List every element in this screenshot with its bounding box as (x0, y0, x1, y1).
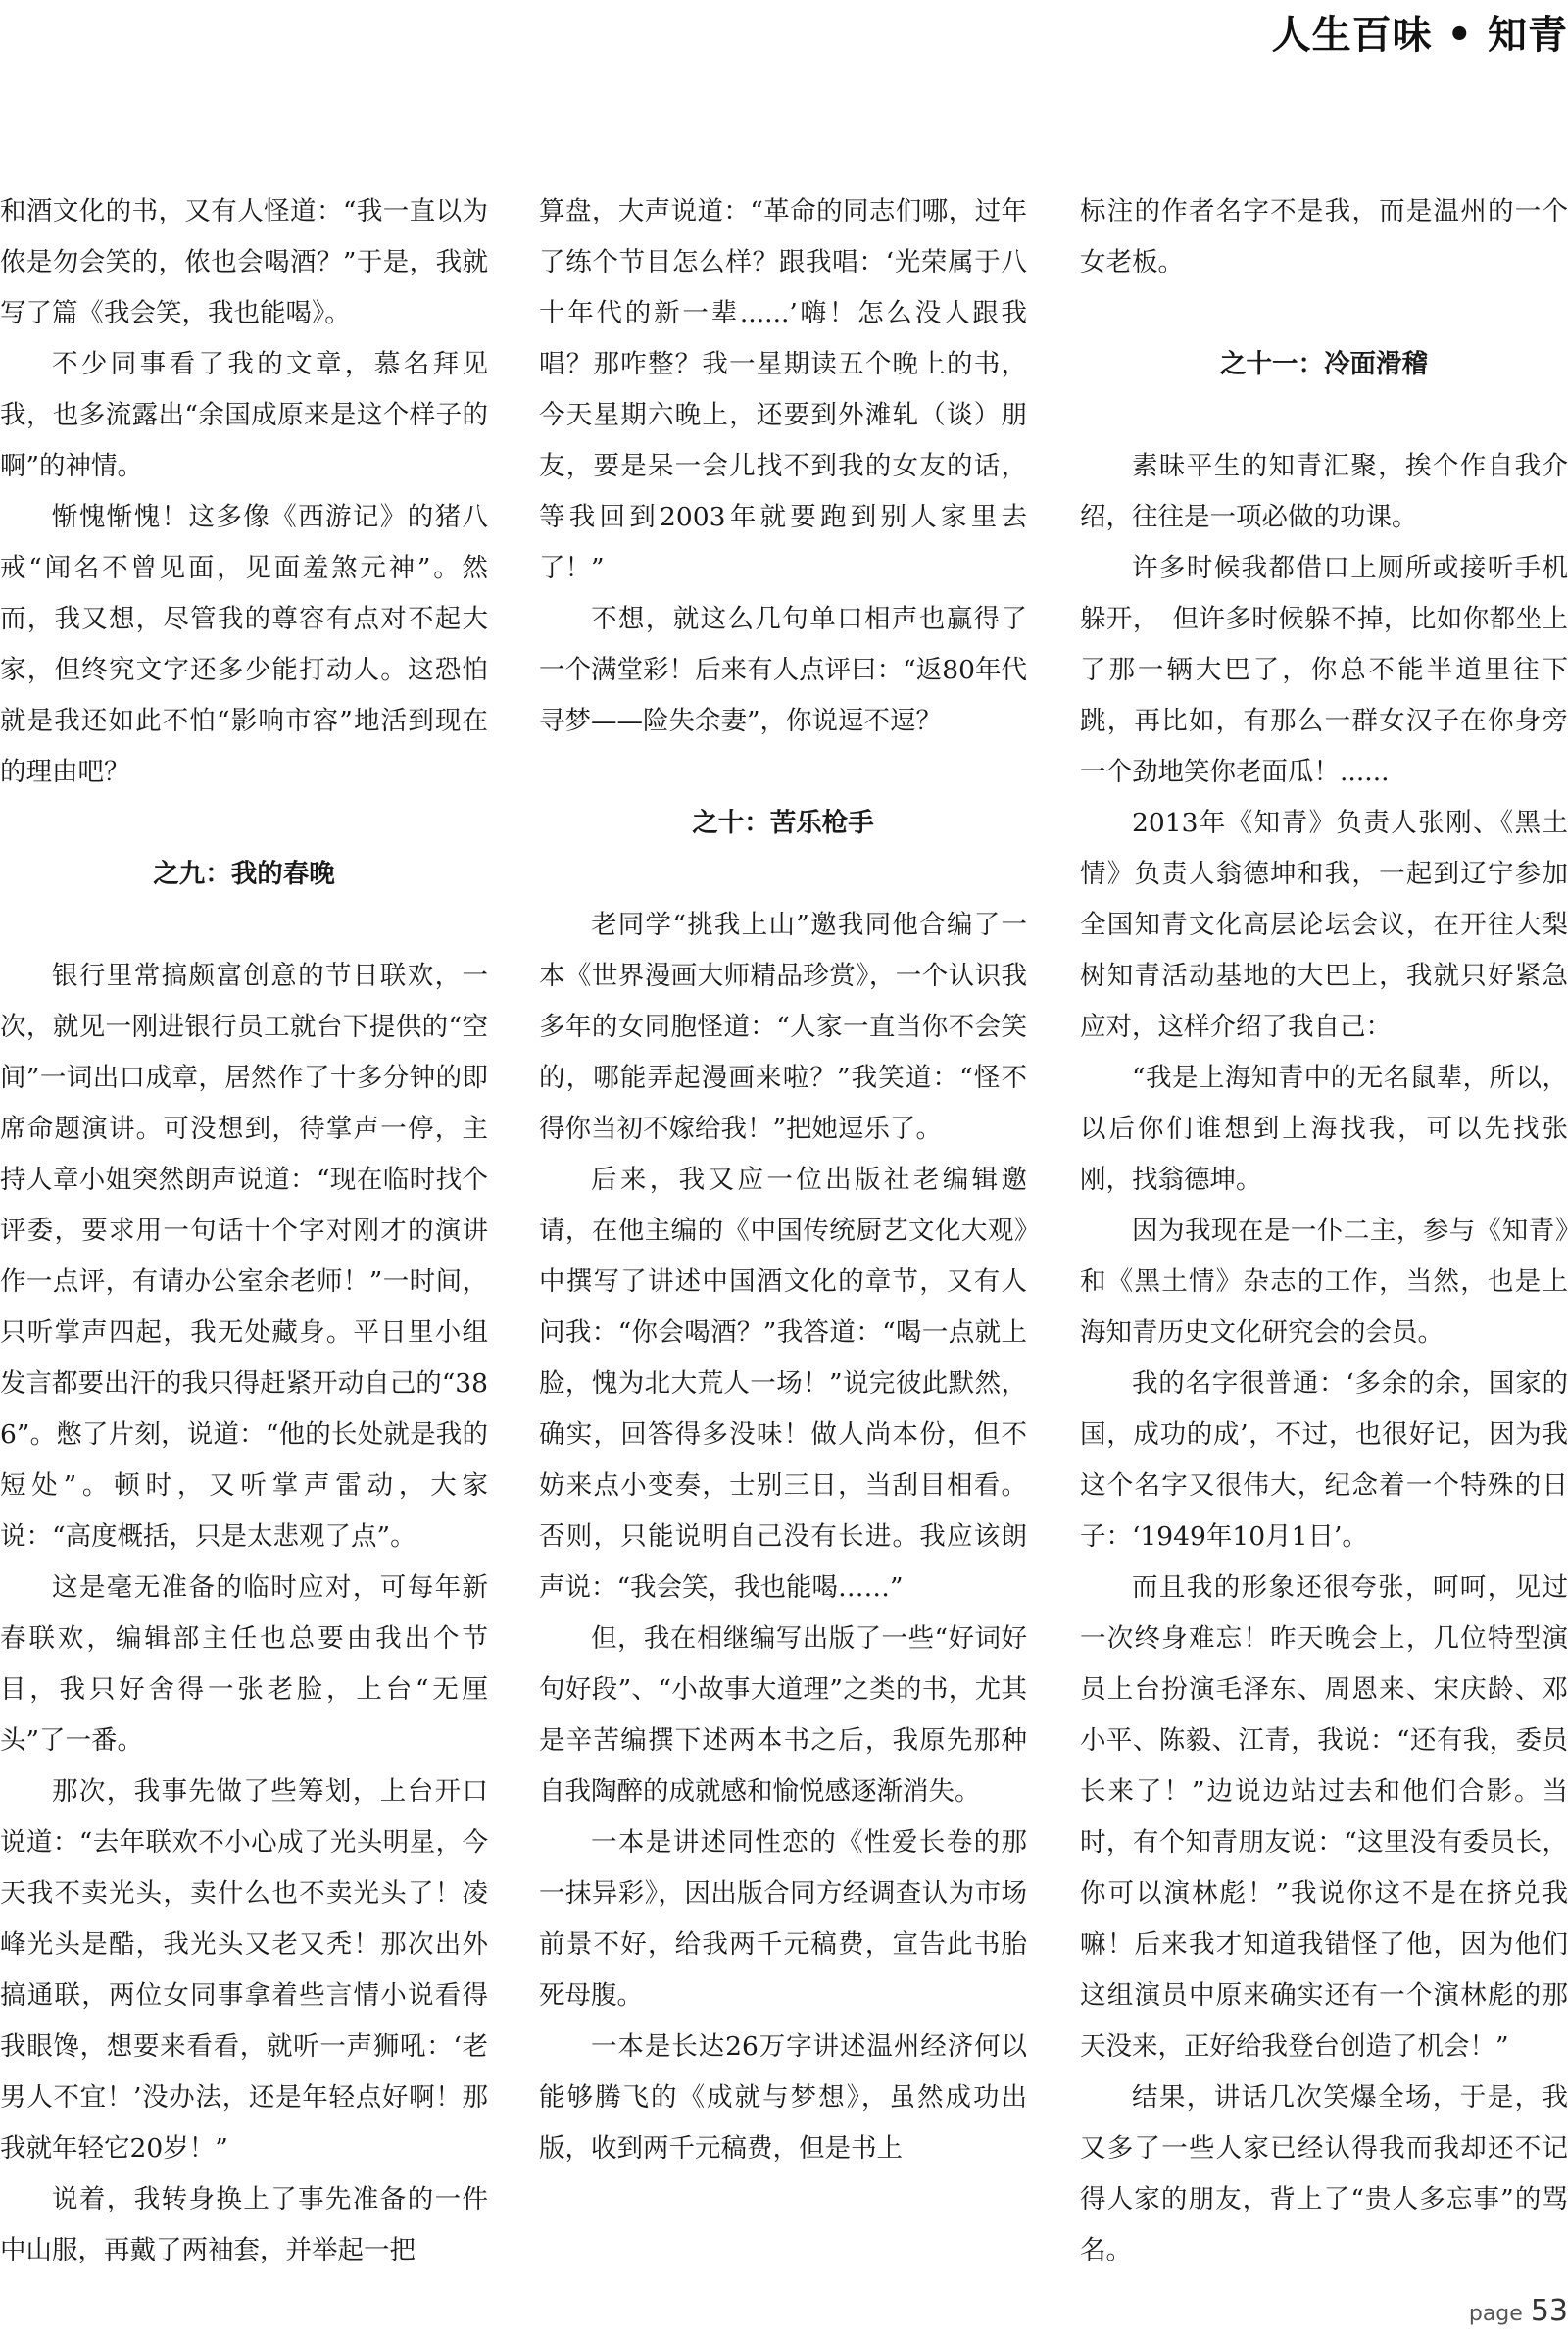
paragraph: 那次，我事先做了些筹划，上台开口说道：“去年联欢不小心成了光头明星，今天我不卖光头，卖什么也不卖光头了！凌峰光头是酷，我光头又老又秃！那次出外搞通联，两位女同事拿着些言情小说看得我眼馋，想要来看看，就听一声狮吼：‘老男人不宜！’没办法，还是年轻点好啊！那我就年轻它20岁！” (0, 1776, 488, 2163)
paragraph: 而且我的形象还很夸张，呵呵，见过一次终身难忘！昨天晚会上，几位特型演员上台扮演毛泽东、周恩来、宋庆龄、邓小平、陈毅、江青，我说：“还有我，委员长来了！”边说边站过去和他们合影。当时，有个知青朋友说：“这里没有委员长，你可以演林彪！”我说你这不是在挤兑我嘛！后来我才知道我错怪了他，因为他们这组演员中原来确实还有一个演林彪的那天没来，正好给我登台创造了机会！” (1080, 1572, 1568, 2062)
paragraph: 一本是讲述同性恋的《性爱长卷的那一抹异彩》，因出版合同方经调查认为市场前景不好，给我两千元稿费，宣告此书胎死母腹。 (539, 1827, 1027, 2011)
paragraph: 后来，我又应一位出版社老编辑邀请，在他主编的《中国传统厨艺文化大观》中撰写了讲述中国酒文化的章节，又有人问我：“你会喝酒？”我答道：“喝一点就上脸，愧为北大荒人一场！”说完彼此默然，确实，回答得多没味！做人尚本份，但不妨来点小变奏，士别三日，当刮目相看。否则，只能说明自己没有长进。我应该朗声说：“我会笑，我也能喝……” (539, 1165, 1027, 1603)
paragraph: 我的名字很普通：‘多余的余，国家的国，成功的成’，不过，也很好记，因为我这个名字又很伟大，纪念着一个特殊的日子：‘1949年10月1日’。 (1080, 1368, 1568, 1552)
paragraph: 素昧平生的知青汇聚，挨个作自我介绍，往往是一项必做的功课。 (1080, 451, 1568, 532)
paragraph: 标注的作者名字不是我，而是温州的一个女老板。 (1080, 196, 1568, 277)
section-heading: 之十一：冷面滑稽 (1220, 349, 1428, 379)
paragraph: 但，我在相继编写出版了一些“好词好句好段”、“小故事大道理”之类的书，尤其是辛苦编撰下述两本书之后，我原先那种自我陶醉的成就感和愉悦感逐渐消失。 (539, 1623, 1027, 1807)
page-label: page (1468, 2302, 1523, 2326)
paragraph: 和酒文化的书，又有人怪道：“我一直以为侬是勿会笑的，侬也会喝酒？”于是，我就写了篇《我会笑，我也能喝》。 (0, 196, 488, 328)
paragraph: 许多时候我都借口上厕所或接听手机躲开， 但许多时候躲不掉，比如你都坐上了那一辆大巴了，你总不能半道里往下跳，再比如，有那么一群女汉子在你身旁一个劲地笑你老面瓜！...... (1080, 553, 1568, 787)
paragraph: 这是毫无准备的临时应对，可每年新春联欢，编辑部主任也总要由我出个节目，我只好舍得一张老脸，上台“无厘头”了一番。 (0, 1572, 488, 1756)
paragraph: 算盘，大声说道：“革命的同志们哪，过年了练个节目怎么样？跟我唱：‘光荣属于八十年代的新一辈......’嗨！怎么没人跟我唱？那咋整？我一星期读五个晚上的书，今天星期六晚上，还要到外滩轧（谈）朋友，要是呆一会儿找不到我的女友的话，等我回到2003年就要跑到别人家里去了！” (539, 196, 1027, 583)
paragraph: 老同学“挑我上山”邀我同他合编了一本《世界漫画大师精品珍赏》，一个认识我多年的女同胞怪道：“人家一直当你不会笑的，哪能弄起漫画来啦？”我笑道：“怪不得你当初不嫁给我！”把她逗乐了。 (539, 910, 1027, 1144)
page-number: 53 (1530, 2294, 1568, 2328)
paragraph: 惭愧惭愧！这多像《西游记》的猪八戒“闻名不曾见面，见面羞煞元神”。然而，我又想，尽管我的尊容有点对不起大家，但终究文字还多少能打动人。这恐怕就是我还如此不怕“影响市容”地活到现在的理由吧？ (0, 502, 488, 787)
section-heading: 之九：我的春晚 (153, 859, 335, 889)
paragraph: 不少同事看了我的文章，慕名拜见我，也多流露出“余国成原来是这个样子的啊”的神情。 (0, 349, 488, 481)
column-1 (0, 186, 488, 2276)
section-header: 人生百味 • 知青 (1271, 12, 1568, 58)
column-3 (1080, 186, 1568, 2276)
column-2 (539, 186, 1027, 2174)
paragraph: 因为我现在是一仆二主，参与《知青》和《黑土情》杂志的工作，当然，也是上海知青历史文化研究会的会员。 (1080, 1216, 1568, 1348)
paragraph: 结果，讲话几次笑爆全场，于是，我又多了一些人家已经认得我而我却还不记得人家的朋友，背上了“贵人多忘事”的骂名。 (1080, 2082, 1568, 2265)
section-heading: 之十：苦乐枪手 (692, 808, 874, 838)
paragraph: 说着，我转身换上了事先准备的一件中山服，再戴了两袖套，并举起一把 (0, 2184, 488, 2265)
paragraph: 一本是长达26万字讲述温州经济何以能够腾飞的《成就与梦想》，虽然成功出版，收到两千元稿费，但是书上 (539, 2031, 1027, 2163)
paragraph: 不想，就这么几句单口相声也赢得了一个满堂彩！后来有人点评曰：“返80年代寻梦——险失余妻”，你说逗不逗？ (539, 604, 1027, 736)
paragraph: 2013年《知青》负责人张刚、《黑土情》负责人翁德坤和我，一起到辽宁参加全国知青文化高层论坛会议，在开往大梨树知青活动基地的大巴上，我就只好紧急应对，这样介绍了我自己： (1080, 808, 1568, 1042)
paragraph: “我是上海知青中的无名鼠辈，所以，以后你们谁想到上海找我，可以先找张刚，找翁德坤。 (1080, 1063, 1568, 1195)
paragraph: 银行里常搞颇富创意的节日联欢，一次，就见一刚进银行员工就台下提供的“空间”一词出口成章，居然作了十多分钟的即席命题演讲。可没想到，待掌声一停，主持人章小姐突然朗声说道：“现在临时找个评委，要求用一句话十个字对刚才的演讲作一点评，有请办公室余老师！”一时间，只听掌声四起，我无处藏身。平日里小组发言都要出汗的我只得赶紧开动自己的“386”。憋了片刻，说道：“他的长处就是我的短处”。顿时，又听掌声雷动，大家说：“高度概括，只是太悲观了点”。 (0, 961, 488, 1552)
page-footer (1469, 2294, 1568, 2328)
